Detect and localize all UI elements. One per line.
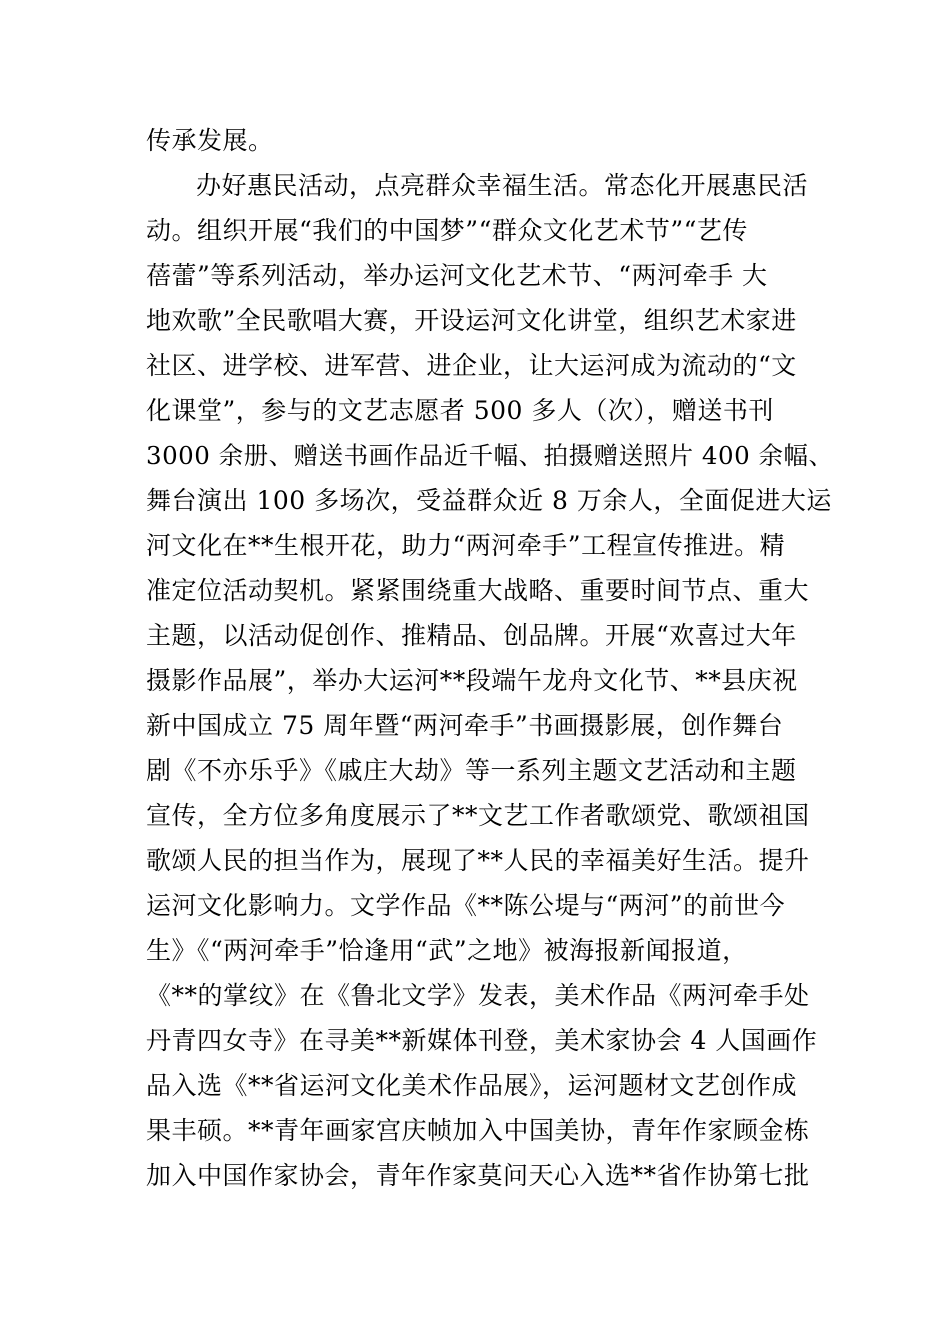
- text-line: 果丰硕。**青年画家宫庆帧加入中国美协，青年作家顾金栋: [146, 1116, 810, 1145]
- text-line: 丹青四女寺》在寻美**新媒体刊登，美术家协会 4 人国画作: [146, 1026, 818, 1055]
- text-line: 化课堂”，参与的文艺志愿者 500 多人（次），赠送书刊: [146, 396, 774, 425]
- text-line: 摄影作品展”，举办大运河**段端午龙舟文化节、**县庆祝: [146, 666, 798, 695]
- text-line: 动。组织开展“我们的中国梦”“群众文化艺术节”“艺传: [146, 216, 748, 245]
- text-line: 3000 余册、赠送书画作品近千幅、拍摄赠送照片 400 余幅、: [146, 441, 834, 470]
- text-line: 主题，以活动促创作、推精品、创品牌。开展“欢喜过大年: [146, 621, 797, 650]
- text-line: 品入选《**省运河文化美术作品展》，运河题材文艺创作成: [146, 1071, 798, 1100]
- text-line: 社区、进学校、进军营、进企业，让大运河成为流动的“文: [146, 351, 797, 380]
- text-line: 剧《不亦乐乎》《戚庄大劫》等一系列主题文艺活动和主题: [146, 756, 797, 785]
- text-line: 传承发展。: [146, 126, 274, 155]
- body-text: [146, 118, 836, 1198]
- text-line: 生》《“两河牵手”恰逢用“武”之地》被海报新闻报道，: [146, 936, 748, 965]
- text-line: 歌颂人民的担当作为，展现了**人民的幸福美好生活。提升: [146, 846, 810, 875]
- text-line: 蓓蕾”等系列活动，举办运河文化艺术节、“两河牵手 大: [146, 261, 768, 290]
- text-line: 准定位活动契机。紧紧围绕重大战略、重要时间节点、重大: [146, 576, 810, 605]
- text-line: 地欢歌”全民歌唱大赛，开设运河文化讲堂，组织艺术家进: [146, 306, 797, 335]
- text-line: 《**的掌纹》在《鲁北文学》发表，美术作品《两河牵手处: [146, 981, 810, 1010]
- paragraph-start-line: 办好惠民活动，点亮群众幸福生活。常态化开展惠民活: [196, 171, 809, 200]
- text-line: 宣传，全方位多角度展示了**文艺工作者歌颂党、歌颂祖国: [146, 801, 810, 830]
- text-line: 加入中国作家协会，青年作家莫问天心入选**省作协第七批: [146, 1161, 810, 1190]
- text-line: 河文化在**生根开花，助力“两河牵手”工程宣传推进。精: [146, 531, 786, 560]
- text-line: 舞台演出 100 多场次，受益群众近 8 万余人，全面促进大运: [146, 486, 832, 515]
- text-line: 运河文化影响力。文学作品《**陈公堤与“两河”的前世今: [146, 891, 786, 920]
- text-line: 新中国成立 75 周年暨“两河牵手”书画摄影展，创作舞台: [146, 711, 784, 740]
